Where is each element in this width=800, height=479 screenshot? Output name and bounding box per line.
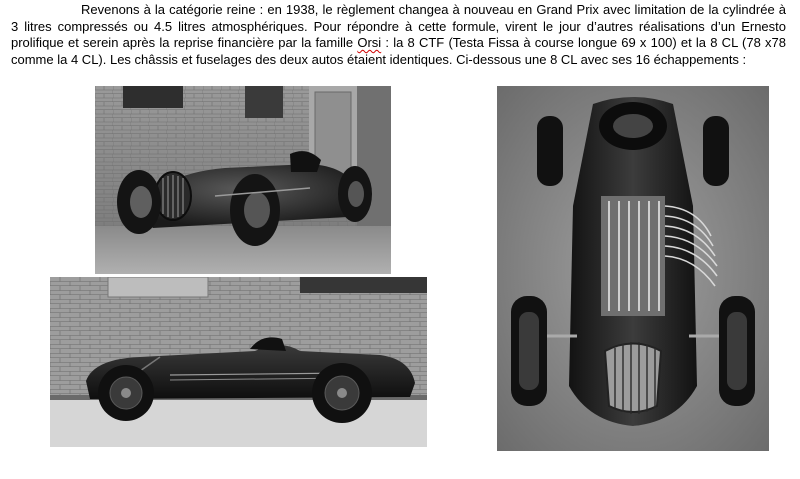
body-paragraph xyxy=(11,2,786,68)
photo-car-overhead-engine xyxy=(497,86,769,451)
paragraph-text-after: : la 8 CTF (Testa Fissa à course longue 69 x 100) et la 8 CL (78 x78 comme la 4 CL). Les châssis et fuselages des deux autos étaient identiques. Ci-dessous une 8 CL avec ses 16 échappements : xyxy=(11,35,786,67)
photo-car-side-profile xyxy=(50,277,427,447)
spellcheck-flagged-word: Orsi xyxy=(357,35,382,50)
photo-car-three-quarter xyxy=(95,86,391,274)
paragraph-text-before: Revenons à la catégorie reine : en 1938, le règlement changea à nouveau en Grand Prix avec limitation de la cylindrée à 3 litres compressés ou 4.5 litres atmosphériques. Pour répondre à cette formule, virent le jour d’autres réalisations d’un Ernesto prolifique et serein après la reprise financière par la famille xyxy=(11,2,786,50)
